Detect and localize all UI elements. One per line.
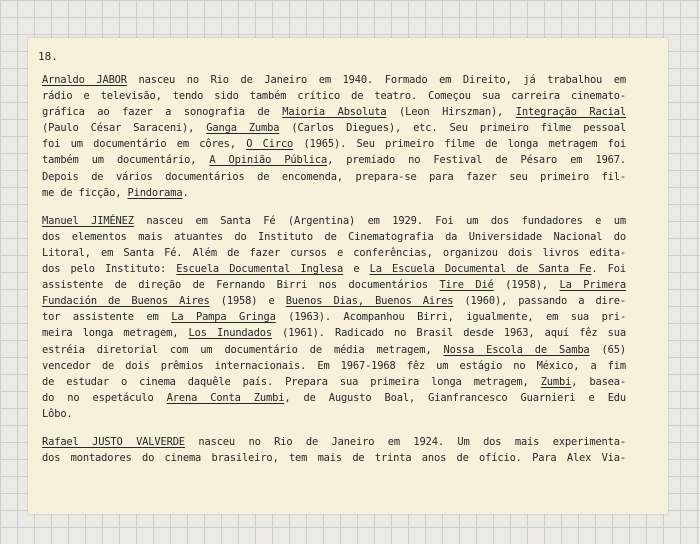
text-line: Depois de vários documentários de encomenda, prepara-se para fazer seu primeiro fil- bbox=[42, 170, 626, 183]
film-title: Nossa Escola de Samba bbox=[443, 343, 590, 356]
text-line: do no espetáculo Arena Conta Zumbi, de Augusto Boal, Gianfrancesco Guarnieri e Edu bbox=[42, 391, 627, 404]
film-title: La Primera bbox=[559, 279, 627, 292]
text-line: dos montadores do cinema brasileiro, tem mais de trinta anos de ofício. Para Alex Via- bbox=[42, 452, 626, 465]
paragraph-arnaldo-jabor bbox=[42, 72, 626, 201]
page-number: 18. bbox=[38, 50, 58, 63]
book-title: La Escuela Documental de Santa Fe bbox=[369, 263, 592, 276]
play-title: Arena Conta Zumbi bbox=[166, 391, 285, 404]
person-name: Rafael JUSTO VALVERDE bbox=[42, 435, 185, 448]
film-title: O Circo bbox=[246, 138, 294, 151]
text-line: dos pelo Instituto: Escuela Documental Inglesa e La Escuela Documental de Santa Fe. Foi bbox=[42, 263, 626, 276]
text-line: assistente de direção de Fernando Birri nos documentários Tire Dié (1958), La Primera bbox=[42, 279, 627, 292]
film-title: Integração Racial bbox=[515, 106, 626, 119]
person-name: Manuel JIMÉNEZ bbox=[42, 214, 134, 227]
paragraph-rafael-justo-valverde bbox=[42, 434, 626, 466]
text-line: gráfica ao fazer a sonografia de Maioria Absoluta (Leon Hirszman), Integração Racial bbox=[42, 106, 626, 119]
film-title: La Pampa Gringa bbox=[171, 311, 276, 324]
text-line: meira longa metragem, Los Inundados (1961). Radicado no Brasil desde 1963, aquí fêz sua bbox=[42, 327, 627, 340]
paragraph-manuel-jimenez bbox=[42, 213, 626, 422]
film-title: Fundación de Buenos Aires bbox=[42, 295, 210, 308]
text-line: também um documentário, A Opinião Pública, premiado no Festival de Pésaro em 1967. bbox=[42, 154, 626, 167]
film-title: Buenos Dias, Buenos Aires bbox=[285, 295, 454, 308]
film-title: Tire Dié bbox=[439, 279, 494, 292]
biography-text bbox=[42, 72, 626, 478]
text-line: de estudar o cinema daquêle país. Prepara sua primeira longa metragem, Zumbi, basea- bbox=[42, 375, 626, 388]
text-line: Fundación de Buenos Aires (1958) e Buenos Dias, Buenos Aires (1960), passando a dire- bbox=[42, 295, 626, 308]
text-line: (Paulo César Saraceni), Ganga Zumba (Carlos Diegues), etc. Seu primeiro filme pessoal bbox=[42, 122, 626, 135]
text-line: tor assistente em La Pampa Gringa (1963). Acompanhou Birri, igualmente, em sua pri- bbox=[42, 311, 626, 324]
text-line: foi um documentário em côres, O Circo (1965). Seu primeiro filme de longa metragem foi bbox=[42, 138, 627, 151]
text-line: Rafael JUSTO VALVERDE nasceu no Rio de Janeiro em 1924. Um dos mais experimenta- bbox=[42, 435, 626, 448]
text-line: rádio e televisão, tendo sido também crítico de teatro. Começou sua carreira cinemato- bbox=[42, 90, 626, 103]
film-title: Zumbi bbox=[540, 375, 572, 388]
text-line: vencedor de dois prêmios internacionais. Em 1967-1968 fêz um estágio no México, a fim bbox=[42, 359, 626, 372]
film-title: Los Inundados bbox=[188, 327, 272, 340]
film-title: Pindorama bbox=[127, 186, 183, 199]
film-title: Ganga Zumba bbox=[206, 122, 280, 135]
text-line: dos elementos mais atuantes do Instituto de Cinematografia da Universidade Nacional do bbox=[42, 230, 626, 243]
text-line: Arnaldo JABOR nasceu no Rio de Janeiro em 1940. Formado em Direito, já trabalhou em bbox=[42, 74, 626, 86]
text-line: Manuel JIMÉNEZ nasceu em Santa Fé (Argentina) em 1929. Foi um dos fundadores e um bbox=[42, 214, 626, 227]
film-title: Maioria Absoluta bbox=[282, 106, 387, 119]
text-line: Litoral, em Santa Fé. Além de fazer cursos e conferências, organizou dois livros edita- bbox=[42, 246, 626, 259]
person-name: Arnaldo JABOR bbox=[42, 74, 127, 86]
text-line: estréia diretorial com um documentário de média metragem, Nossa Escola de Samba (65) bbox=[42, 343, 626, 356]
film-title: A Opinião Pública bbox=[209, 154, 328, 167]
text-line: Lôbo. bbox=[42, 407, 73, 420]
text-line: me de ficção, Pindorama. bbox=[42, 186, 189, 199]
book-title: Escuela Documental Inglesa bbox=[176, 263, 344, 276]
